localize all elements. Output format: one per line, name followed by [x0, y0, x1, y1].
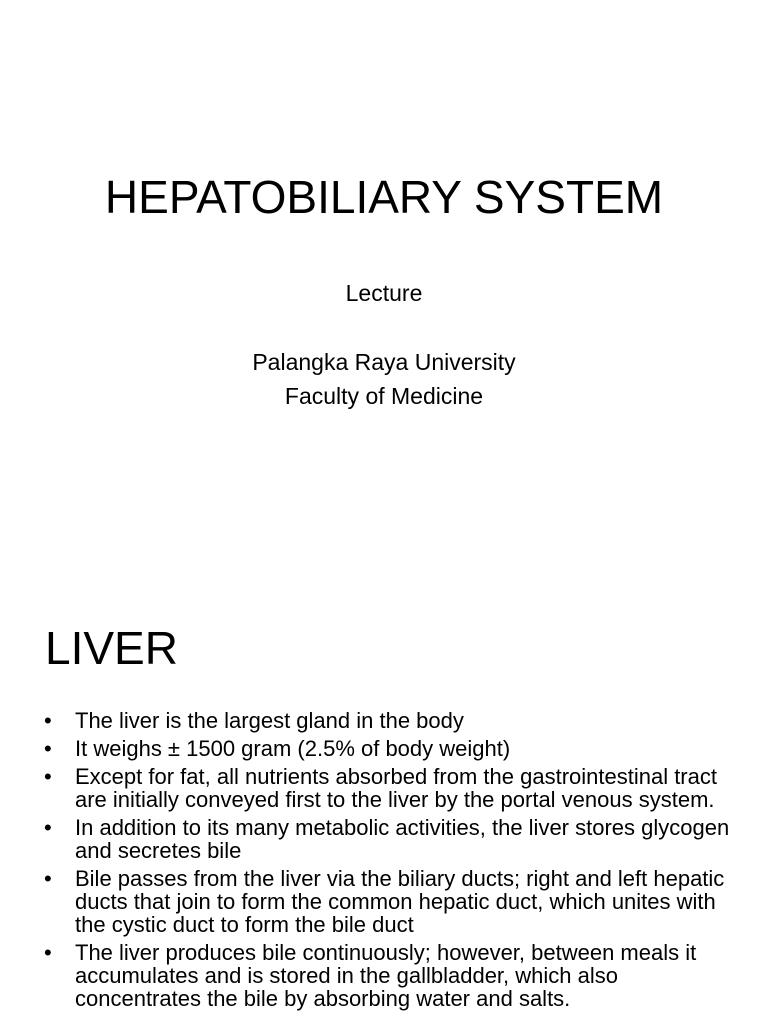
bullet-text: The liver produces bile continuously; however, between meals it accumulates and is stored in the gallbladder, which also concentrates the bile by absorbing water and salts.: [75, 940, 697, 1011]
list-item: [44, 816, 744, 862]
bullet-text: The liver is the largest gland in the body: [75, 708, 464, 733]
bullet-icon: •: [44, 736, 52, 761]
bullet-text: In addition to its many metabolic activities, the liver stores glycogen and secretes bile: [75, 815, 730, 863]
bullet-text: Except for fat, all nutrients absorbed from the gastrointestinal tract are initially conveyed first to the liver by the portal venous system.: [75, 764, 717, 812]
bullet-icon: •: [44, 815, 52, 840]
liver-slide: [0, 576, 768, 1024]
bullet-icon: •: [44, 866, 52, 891]
bullet-icon: •: [44, 940, 52, 965]
institution-name: Palangka Raya University: [252, 349, 516, 375]
list-item: [44, 737, 744, 760]
lecture-label: Lecture: [345, 280, 423, 306]
bullet-icon: •: [44, 764, 52, 789]
faculty-name: Faculty of Medicine: [284, 383, 484, 409]
slide-title: HEPATOBILIARY SYSTEM: [104, 171, 664, 223]
bullet-icon: •: [44, 708, 52, 733]
list-item: [44, 709, 744, 732]
list-item: [44, 867, 744, 936]
bullet-text: Bile passes from the liver via the biliary ducts; right and left hepatic ducts that join to form the common hepatic duct, which unites with the cystic duct to form the bile duct: [75, 866, 725, 937]
liver-heading: LIVER: [45, 622, 178, 674]
bullet-text: It weighs ± 1500 gram (2.5% of body weight): [75, 736, 511, 761]
list-item: [44, 941, 744, 1010]
bullet-list: [44, 709, 744, 1015]
list-item: [44, 765, 744, 811]
